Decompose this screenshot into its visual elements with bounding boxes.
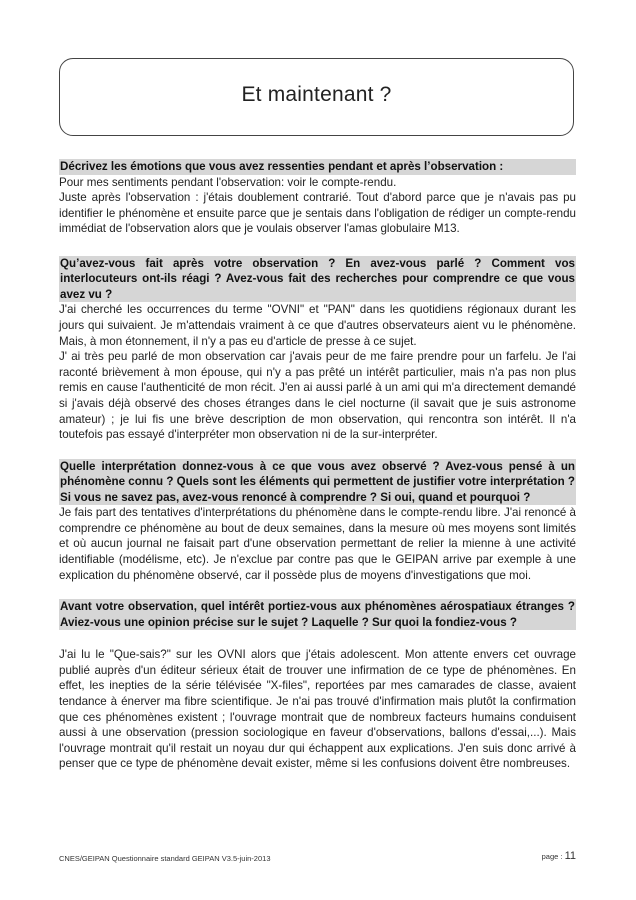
footer-document-reference: CNES/GEIPAN Questionnaire standard GEIPAN V3.5-juin-2013 [59,854,271,863]
section-prior-interest [59,599,576,772]
question-interpretation: Quelle interprétation donnez-vous à ce que vous avez observé ? Avez-vous pensé à un phénomène connu ? Quels sont les éléments qui permettent de justifier votre interprétation ? Si vous ne savez pas, avez-vous renoncé à comprendre ? Si oui, quand et pourquoi ? [60,459,575,504]
answer-paragraph: J'ai lu le "Que-sais?" sur les OVNI alors que j'étais adolescent. Mon attente envers cet ouvrage publié auprès d'un éditeur sérieux était de trouver une infirmation de ce type de phénomènes. En effet, les inepties de la série télévisée "X-files", reportées par mes camarades de classe, avaient tendance à énerver ma fibre scientifique. Je n'ai pas trouvé d'infirmation mais plutôt la confirmation que ces phénomènes existent ; l'ouvrage montrait que de nombreux facteurs humains conduisent aussi à une observation (pression sociologique en faveur d'observations, ballons d'essai,...). Mais l'ouvrage montrait qu'il restait un noyau dur qui échappent aux explications. J'en suis donc arrivé à penser que ce type de phénomène devait exister, même si les confusions doivent être nombreuses. [59,648,576,771]
section-after-observation [59,256,576,443]
question-emotions: Décrivez les émotions que vous avez ressenties pendant et après l’observation : [59,159,576,175]
answer-interpretation [59,505,576,583]
page-label: page : [541,852,563,861]
section-emotions [59,159,576,237]
answer-paragraph: Juste après l'observation : j'étais doublement contrarié. Tout d'abord parce que je n'avais pas pu identifier le phénomène et ensuite parce que je sentais dans l'obligation de rédiger un compte-rendu immédiat de l'observation alors que je voulais observer l'amas globulaire M13. [59,191,576,236]
page-title: Et maintenant ? [241,83,392,106]
answer-paragraph: J' ai très peu parlé de mon observation car j'avais peur de me faire prendre pour un farfelu. Je l'ai raconté brièvement à mon épouse, qui n'y a pas prêté un intérêt particulier, mais n'a pas non plus remis en cause l'authenticité de mon récit. J'en ai aussi parlé à un ami qui m'a directement demandé si j'avais déjà observé des choses étranges dans le ciel nocturne (il savait que je suis astronome amateur) ; je lui fis une brève description de mon observation, qui rencontra son intérêt. Il n'a toutefois pas essayé d'interpréter mon observation ni de la sur-interpréter. [59,350,576,442]
question-prior-interest: Avant votre observation, quel intérêt portiez-vous aux phénomènes aérospatiaux étranges ? Aviez-vous une opinion précise sur le sujet ? Laquelle ? Sur quoi la fondiez-vous ? [60,600,575,629]
question-after-observation: Qu’avez-vous fait après votre observation ? En avez-vous parlé ? Comment vos interlocuteurs ont-ils réagi ? Avez-vous fait des recherches pour comprendre ce que vous avez vu ? [60,256,575,301]
answer-emotions [59,175,576,237]
answer-after-observation [59,302,576,442]
answer-prior-interest [59,647,576,772]
answer-paragraph: Pour mes sentiments pendant l'observation: voir le compte-rendu. [59,175,397,189]
document-body [59,159,576,772]
footer-page-number [542,850,576,862]
section-interpretation [59,459,576,583]
title-box [59,58,574,136]
page-number: 11 [564,850,576,862]
answer-paragraph: Je fais part des tentatives d'interprétations du phénomène dans le compte-rendu libre. J'ai renoncé à comprendre ce phénomène au bout de deux semaines, dans la mesure où mes moyens sont limités et où aucun journal ne faisait part d'une observation permettant de relier la mienne à une activité identifiable (modélisme, etc). Je n'exclue par contre pas que le GEIPAN arrive par exemple à une explication du phénomène observé, car il possède plus de moyens d'investigations que moi. [59,506,576,582]
answer-paragraph: J'ai cherché les occurrences du terme "OVNI" et "PAN" dans les quotidiens régionaux durant les jours qui suivaient. Je m'attendais vraiment à ce que d'autres observateurs aient vu le phénomène. Mais, à mon étonnement, il n'y a pas eu d'article de presse à ce sujet. [59,303,576,348]
